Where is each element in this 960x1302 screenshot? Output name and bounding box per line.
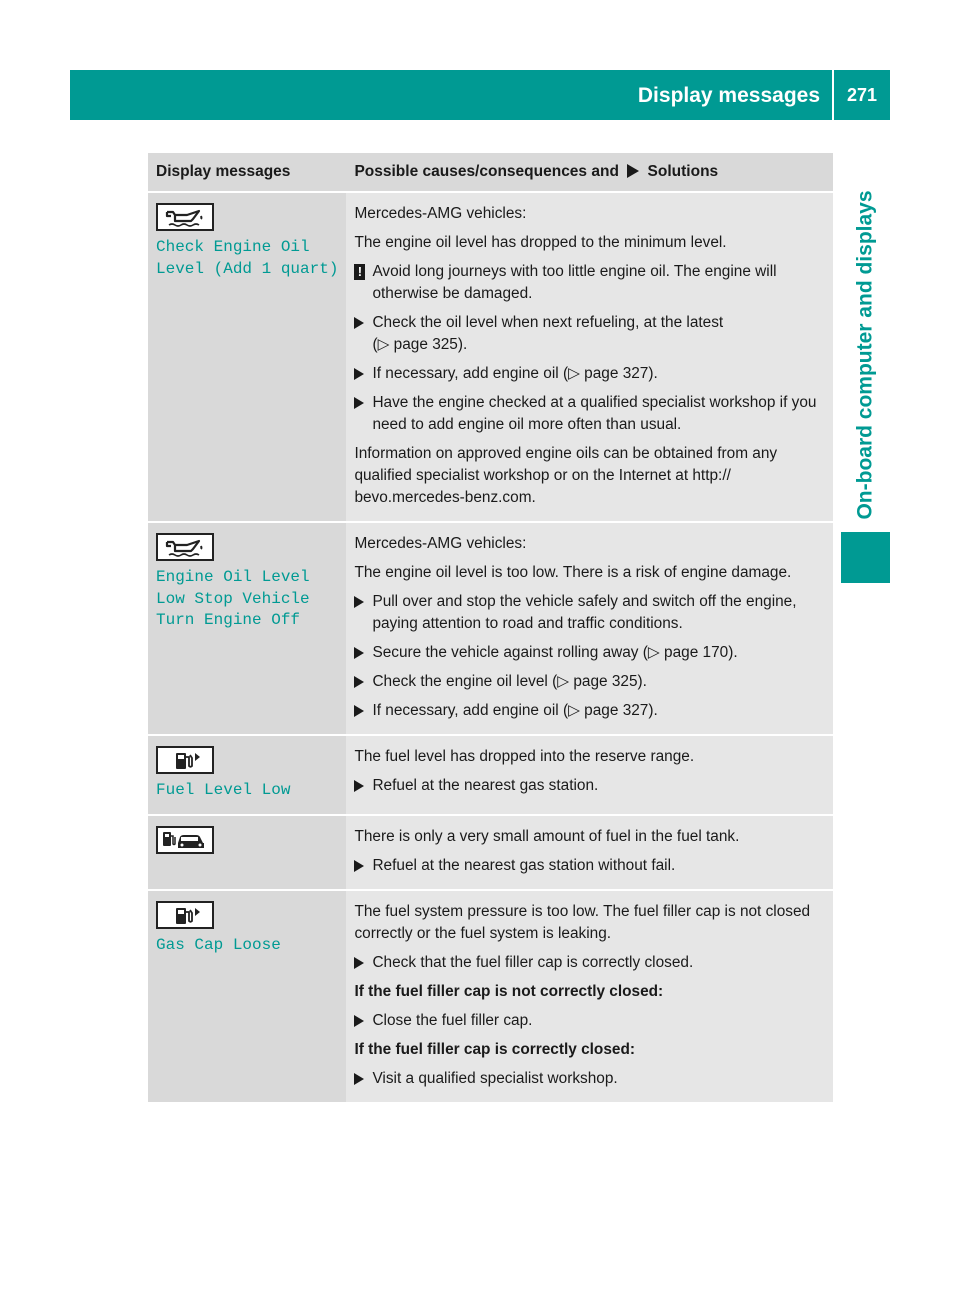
solution-cell [346, 193, 833, 523]
col-header-solutions-label: Solutions [647, 163, 719, 180]
step-text: Check that the fuel filler cap is correctly closed. [372, 953, 694, 971]
warning-note [354, 261, 825, 305]
vehicle-note: Mercedes-AMG vehicles: [354, 205, 527, 222]
step-text: If necessary, add engine oil (▷ page 327). [372, 365, 658, 382]
step-text: Refuel at the nearest gas station. [372, 777, 599, 794]
solution-cell [346, 816, 833, 891]
table-row [148, 736, 833, 816]
solution-step [354, 591, 825, 635]
solution-cell [346, 736, 833, 816]
chapter-tab [841, 130, 890, 580]
cause-text: The fuel system pressure is too low. The fuel filler cap is not closed correctly or the fuel system is leaking. [354, 902, 811, 942]
page-header [70, 70, 890, 120]
step-text: Pull over and stop the vehicle safely and switch off the engine, paying attention to road and traffic conditions. [372, 593, 797, 632]
step-text: If necessary, add engine oil (▷ page 327). [372, 702, 658, 719]
table-row [148, 523, 833, 736]
chapter-marker [841, 532, 890, 583]
message-cell [148, 816, 346, 891]
fuel-pump-icon [156, 901, 214, 929]
cause-text: The engine oil level is too low. There is a risk of engine damage. [354, 564, 792, 581]
info-text: Information on approved engine oils can be obtained from any qualified specialist workshop or on the Internet at http:// bevo.mercedes-benz.com. [354, 445, 778, 506]
table-header-row [148, 153, 833, 193]
solution-step [354, 700, 825, 722]
vehicle-note: Mercedes-AMG vehicles: [354, 535, 527, 552]
arrow-icon [354, 705, 364, 717]
step-text: Check the engine oil level (▷ page 325). [372, 673, 647, 690]
arrow-icon [354, 596, 364, 608]
message-cell [148, 736, 346, 816]
table-row [148, 816, 833, 891]
arrow-icon [354, 860, 364, 872]
section-title: Display messages [638, 70, 834, 120]
solution-step [354, 642, 825, 664]
solution-step [354, 952, 825, 974]
cause-text: There is only a very small amount of fuel in the fuel tank. [354, 827, 740, 845]
condition-heading: If the fuel filler cap is correctly closed: [354, 1040, 635, 1058]
solution-step [354, 855, 825, 877]
chapter-tab-label: On-board computer and displays [853, 190, 877, 520]
arrow-icon [354, 1073, 364, 1085]
solution-cell [346, 891, 833, 1104]
arrow-icon [354, 957, 364, 969]
display-message-text: Check Engine Oil Level (Add 1 quart) [156, 238, 339, 278]
solution-step [354, 1010, 825, 1032]
step-text: Check the oil level when next refueling, at the latest [372, 314, 724, 331]
solution-cell [346, 523, 833, 736]
table-row [148, 193, 833, 523]
arrow-icon [354, 1015, 364, 1027]
message-cell [148, 193, 346, 523]
col-header-solutions [346, 153, 833, 193]
warning-icon: ! [354, 264, 365, 280]
warning-text: Avoid long journeys with too little engine oil. The engine will otherwise be damaged. [372, 263, 777, 302]
arrow-icon [354, 317, 364, 329]
oil-can-icon [156, 203, 214, 231]
fuel-pump-icon [156, 746, 214, 774]
condition-heading: If the fuel filler cap is not correctly closed: [354, 982, 664, 1000]
display-message-text: Fuel Level Low [156, 781, 291, 799]
col-header-causes-label: Possible causes/consequences and [354, 163, 619, 180]
arrow-icon [354, 780, 364, 792]
display-messages-table [148, 153, 833, 1104]
solution-step [354, 312, 825, 356]
solution-step [354, 1068, 825, 1090]
solution-step [354, 775, 825, 797]
arrow-icon [354, 676, 364, 688]
solution-step [354, 671, 825, 693]
step-text: Visit a qualified specialist workshop. [372, 1069, 618, 1087]
display-message-text: Engine Oil Level Low Stop Vehicle Turn Engine Off [156, 568, 310, 629]
display-message-text: Gas Cap Loose [156, 935, 281, 954]
arrow-icon [354, 647, 364, 659]
arrow-icon [354, 368, 364, 380]
cause-text: The fuel level has dropped into the reserve range. [354, 748, 695, 765]
solution-step [354, 392, 825, 436]
page-number: 271 [846, 85, 878, 105]
step-text: Have the engine checked at a qualified specialist workshop if you need to add engine oil more often than usual. [372, 394, 817, 433]
step-text: Close the fuel filler cap. [372, 1011, 533, 1029]
solution-step [354, 363, 825, 385]
cause-text: The engine oil level has dropped to the minimum level. [354, 234, 727, 251]
col-header-messages: Display messages [148, 153, 346, 193]
oil-can-icon [156, 533, 214, 561]
message-cell [148, 891, 346, 1104]
step-text: Secure the vehicle against rolling away (▷ page 170). [372, 644, 738, 661]
message-cell [148, 523, 346, 736]
page-reference[interactable]: (▷ page 325). [372, 336, 468, 353]
table-row [148, 891, 833, 1104]
arrow-icon [627, 164, 639, 178]
arrow-icon [354, 397, 364, 409]
step-text: Refuel at the nearest gas station without fail. [372, 856, 676, 874]
fuel-car-icon [156, 826, 214, 854]
